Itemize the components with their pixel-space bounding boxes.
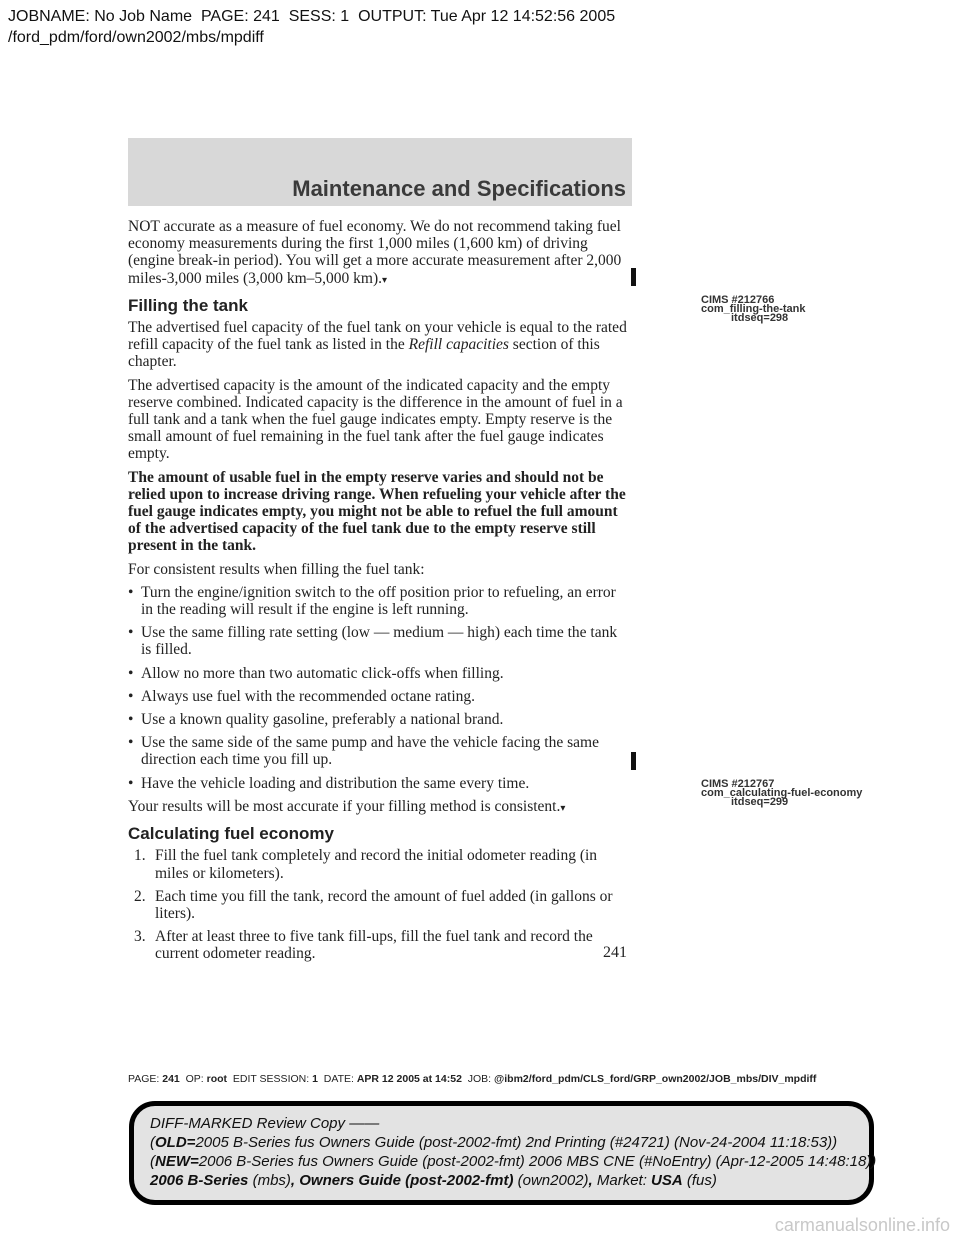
review-line-title: DIFF-MARKED Review Copy ——: [150, 1115, 380, 1132]
list-item-text: Always use fuel with the recommended octane rating.: [141, 687, 475, 705]
bullet-icon: •: [128, 734, 134, 752]
series-name: 2006 B-Series: [150, 1172, 249, 1189]
filling-paragraph-2: The advertised capacity is the amount of the indicated capacity and the empty reserve combined. Indicated capacity is the difference in the amount of fuel in a full tank and a tank when the fuel gauge indicates empty. Empty reserve is the small amount of fuel remaining in the fuel tank after the fuel gauge indicates empty.: [128, 376, 623, 463]
market-value: USA: [651, 1172, 683, 1189]
cims-seq: itdseq=299: [731, 796, 789, 808]
list-item: [128, 584, 628, 618]
cims-tag-calculating: [701, 780, 862, 807]
market-code: (fus): [686, 1172, 717, 1189]
section-header-bar: [128, 138, 632, 206]
list-item: [128, 711, 628, 728]
new-value: 2006 B-Series fus Owners Guide (post-2002-fmt) 2006 MBS CNE (#NoEntry) (Apr-12-2005 14:48:18)): [198, 1153, 877, 1170]
intro-paragraph: [128, 218, 628, 289]
footer-value: 1: [312, 1073, 318, 1085]
section-title: Maintenance and Specifications: [292, 176, 626, 201]
cims-topic: com_filling-the-tank: [701, 303, 806, 315]
calculating-heading: Calculating fuel economy: [128, 824, 334, 844]
list-item-text: Allow no more than two automatic click-offs when filling.: [141, 664, 504, 682]
list-item-text: Use the same side of the same pump and have the vehicle facing the same direction each time you fill up.: [141, 734, 599, 769]
footer-value: @ibm2/ford_pdm/CLS_ford/GRP_own2002/JOB_mbs/DIV_mpdiff: [494, 1073, 817, 1085]
list-item: [128, 888, 628, 922]
step-text: After at least three to five tank fill-ups, fill the fuel tank and record the current odometer reading.: [155, 928, 593, 963]
filling-closing-text: Your results will be most accurate if your filling method is consistent.: [128, 797, 561, 815]
filling-closing: [128, 798, 628, 817]
list-item-text: Use the same filling rate setting (low — medium — high) each time the tank is filled.: [141, 624, 618, 659]
page-number: 241: [603, 944, 627, 961]
review-copy-box: [129, 1101, 877, 1205]
change-bar: [631, 268, 636, 286]
job-header-line2: /ford_pdm/ford/own2002/mbs/mpdiff: [8, 29, 264, 46]
footer-label: PAGE:: [128, 1073, 160, 1085]
market-label: Market:: [596, 1172, 647, 1189]
filling-paragraph-1: [128, 319, 628, 371]
list-item: [128, 665, 628, 682]
series-code: (mbs): [252, 1172, 291, 1189]
list-item-text: Use a known quality gasoline, preferably a national brand.: [141, 711, 504, 729]
refill-capacities-reference: Refill capacities: [408, 336, 509, 354]
list-item: [128, 847, 628, 881]
filling-lead: For consistent results when filling the fuel tank:: [128, 560, 425, 578]
job-header-line1: JOBNAME: No Job Name PAGE: 241 SESS: 1 OUTPUT: Tue Apr 12 14:52:56 2005: [8, 8, 616, 25]
footer-value: 241: [162, 1073, 180, 1085]
change-bar: [631, 752, 636, 770]
review-line-old: (OLD=2005 B-Series fus Owners Guide (post-2002-fmt) 2nd Printing (#24721) (Nov-24-2004 11:18:53)): [150, 1134, 838, 1151]
filling-p1-after: section of this chapter.: [128, 336, 600, 371]
step-text: Fill the fuel tank completely and record the initial odometer reading (in miles or kilometers).: [155, 847, 598, 882]
step-text: Each time you fill the tank, record the amount of fuel added (in gallons or liters).: [155, 887, 613, 922]
guide-code: (own2002): [517, 1172, 589, 1189]
footer-value: APR 12 2005 at 14:52: [356, 1073, 462, 1085]
intro-text: NOT accurate as a measure of fuel economy. We do not recommend taking fuel economy measurements during the first 1,000 miles (1,600 km) of driving (engine break-in period). You will get a more accurate measurement after 2,000 miles-3,000 miles (3,000 km–5,000 km).: [128, 218, 622, 287]
list-item: [128, 734, 628, 768]
list-item-text: Turn the engine/ignition switch to the off position prior to refueling, an error in the reading will result if the engine is left running.: [141, 583, 616, 619]
list-item: [128, 624, 628, 658]
cims-seq: itdseq=298: [731, 312, 789, 324]
footer-label: JOB:: [467, 1073, 492, 1085]
footer-label: EDIT SESSION:: [232, 1073, 310, 1085]
list-item: [128, 775, 628, 792]
guide-name: Owners Guide (post-2002-fmt): [299, 1172, 514, 1189]
review-line-new: (NEW=2006 B-Series fus Owners Guide (post-2002-fmt) 2006 MBS CNE (#NoEntry) (Apr-12-2005 14:48:18)): [150, 1153, 877, 1170]
end-marker-icon: ▾: [560, 802, 566, 814]
bullet-icon: •: [128, 624, 134, 642]
page-body: [128, 218, 628, 969]
warning-paragraph: The amount of usable fuel in the empty reserve varies and should not be relied upon to increase driving range. When refueling your vehicle after the fuel gauge indicates empty, you might not be able to refuel the full amount of the advertised capacity of the fuel tank due to the empty reserve still present in the tank.: [128, 468, 626, 555]
job-header: [8, 6, 615, 48]
cims-id: CIMS #212767: [701, 778, 775, 790]
job-footer: [128, 1073, 816, 1085]
bullet-icon: •: [128, 664, 134, 682]
watermark: carmanualsonline.info: [774, 1215, 950, 1235]
filling-heading: Filling the tank: [128, 295, 248, 315]
bullet-icon: •: [128, 583, 134, 601]
footer-value: root: [206, 1073, 228, 1085]
footer-label: DATE:: [323, 1073, 354, 1085]
cims-topic: com_calculating-fuel-economy: [701, 787, 863, 799]
step-number: 2.: [134, 887, 146, 905]
footer-label: OP:: [185, 1073, 204, 1085]
old-label: OLD=: [155, 1134, 196, 1151]
bullet-icon: •: [128, 711, 134, 729]
filling-p1-before: The advertised fuel capacity of the fuel tank on your vehicle is equal to the rated refill capacity of the fuel tank as listed in the: [128, 319, 627, 354]
list-item: [128, 688, 628, 705]
cims-tag-filling: [701, 296, 806, 323]
bullet-icon: •: [128, 774, 134, 792]
old-value: 2005 B-Series fus Owners Guide (post-2002-fmt) 2nd Printing (#24721) (Nov-24-2004 11:18:53)): [195, 1134, 838, 1151]
end-marker-icon: ▾: [382, 274, 388, 286]
bullet-icon: •: [128, 687, 134, 705]
list-item: [128, 928, 628, 962]
step-number: 3.: [134, 928, 146, 946]
cims-id: CIMS #212766: [701, 294, 775, 306]
step-number: 1.: [134, 847, 146, 865]
review-line-meta: 2006 B-Series (mbs), Owners Guide (post-2002-fmt) (own2002), Market: USA (fus): [150, 1172, 717, 1189]
list-item-text: Have the vehicle loading and distribution the same every time.: [141, 774, 530, 792]
new-label: NEW=: [155, 1153, 199, 1170]
